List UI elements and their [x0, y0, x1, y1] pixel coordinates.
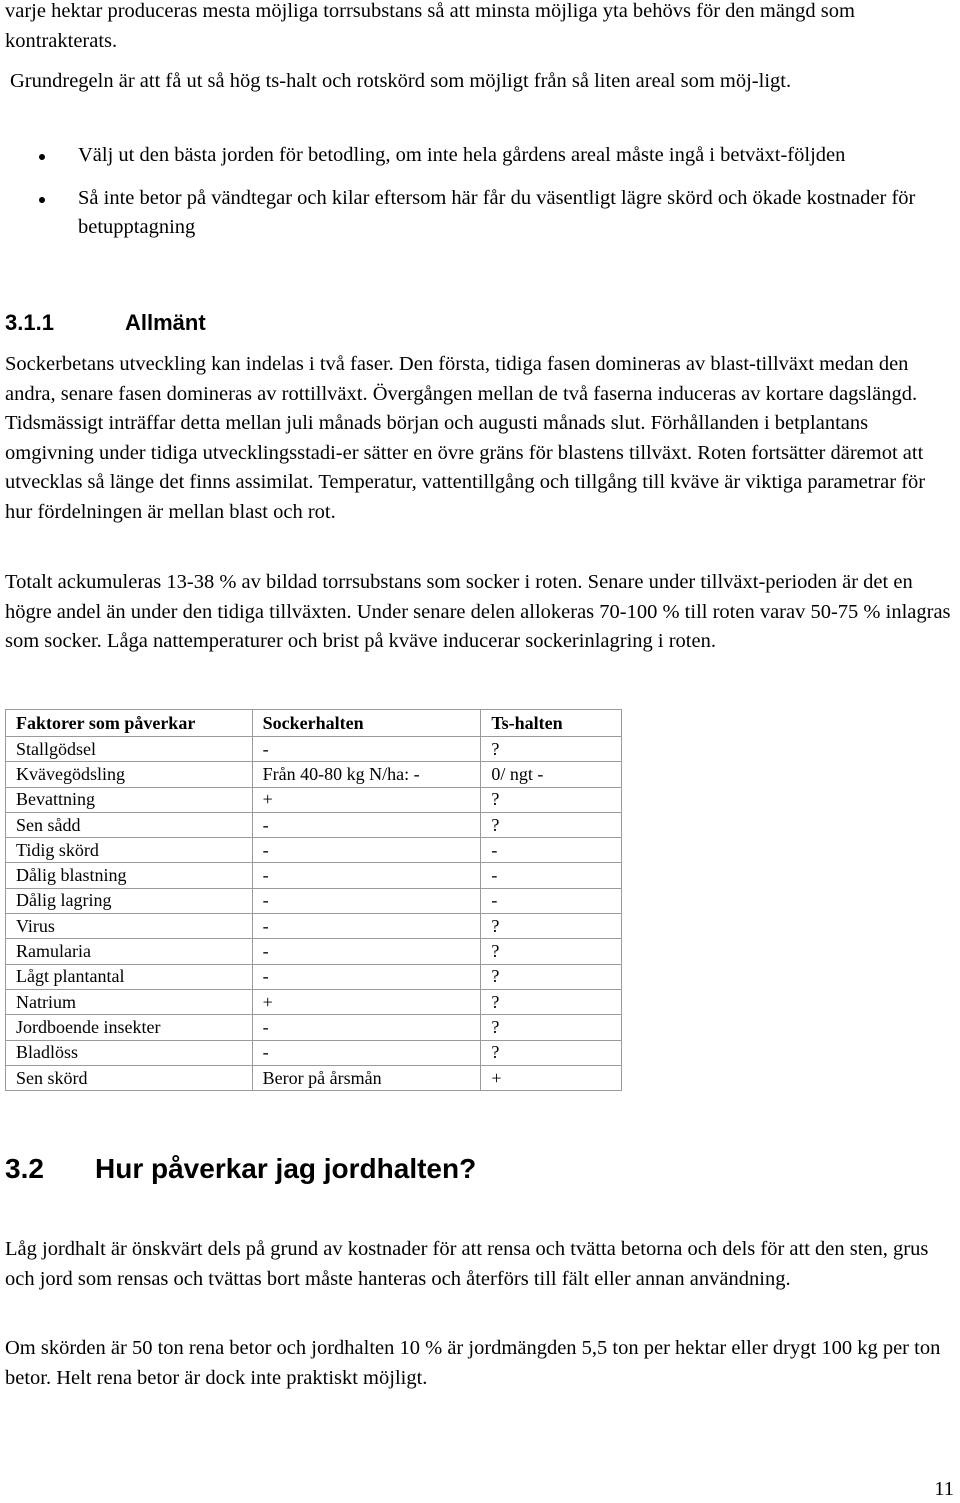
table-row — [6, 838, 622, 863]
rule-paragraph: Grundregeln är att få ut så hög ts-halt och rotskörd som möjligt från så liten areal som möj-ligt. — [10, 70, 792, 92]
bullet-text: Välj ut den bästa jorden för betodling, om inte hela gårdens areal måste ingå i betväxt-följden — [78, 144, 846, 166]
section-title: Allmänt — [125, 310, 206, 335]
table-cell: Lågt plantantal — [6, 964, 253, 989]
table-cell: - — [252, 1040, 481, 1065]
bullet-item — [5, 184, 953, 242]
table-cell: Tidig skörd — [6, 838, 253, 863]
table-row — [6, 914, 622, 939]
table-cell: Sen skörd — [6, 1065, 253, 1090]
section-heading-311 — [5, 308, 206, 338]
table-cell: - — [252, 838, 481, 863]
table-row — [6, 964, 622, 989]
table-cell: Beror på årsmån — [252, 1065, 481, 1090]
table-cell: ? — [481, 1040, 622, 1065]
table-row — [6, 1040, 622, 1065]
table-header-row — [6, 710, 622, 737]
table-cell: ? — [481, 939, 622, 964]
table-cell: Jordboende insekter — [6, 1015, 253, 1040]
factors-table — [5, 709, 622, 1091]
table-cell: Virus — [6, 914, 253, 939]
table-cell: ? — [481, 737, 622, 762]
table-cell: - — [252, 812, 481, 837]
table-row — [6, 1015, 622, 1040]
table-cell: Kvävegödsling — [6, 762, 253, 787]
table-cell: - — [252, 964, 481, 989]
intro-paragraph: varje hektar produceras mesta möjliga torrsubstans så att minsta möjliga yta behövs för den mängd som kontrakterats. — [5, 0, 855, 52]
column-header: Faktorer som påverkar — [6, 710, 253, 737]
table-row — [6, 863, 622, 888]
section-number: 3.2 — [5, 1153, 44, 1184]
table-cell: - — [252, 939, 481, 964]
accumulation-paragraph: Totalt ackumuleras 13-38 % av bildad torrsubstans som socker i roten. Senare under tillväxt-perioden är det en högre andel än under den tidiga tillväxten. Under senare delen allokeras 70-100 % till roten varav 50-75 % inlagras som socker. Låga nattemperaturer och brist på kväve inducerar sockerinlagring i roten. — [5, 571, 951, 652]
development-paragraph: Sockerbetans utveckling kan indelas i två faser. Den första, tidiga fasen domineras av blast-tillväxt medan den andra, senare fasen domineras av rottillväxt. Övergången mellan de två faserna induceras av kortare dagslängd. Tidsmässigt inträffar detta mellan juli månads början och augusti månads slut. Förhållanden i betplantans omgivning under tidiga utvecklingsstadi-er sätter en övre gräns för blastens tillväxt. Roten fortsätter däremot att utvecklas så länge det finns assimilat. Temperatur, vattentillgång och tillgång till kväve är viktiga parametrar för hur fördelningen är mellan blast och rot. — [5, 353, 926, 523]
bullet-list — [5, 141, 953, 242]
table-row — [6, 989, 622, 1014]
table-cell: ? — [481, 812, 622, 837]
bullet-item — [5, 141, 953, 170]
table-cell: ? — [481, 964, 622, 989]
table-row — [6, 812, 622, 837]
table-cell: Bevattning — [6, 787, 253, 812]
table-cell: Dålig lagring — [6, 888, 253, 913]
table-cell: + — [252, 787, 481, 812]
table-cell: Från 40-80 kg N/ha: - — [252, 762, 481, 787]
table-cell: ? — [481, 914, 622, 939]
bullet-dot-icon — [39, 154, 45, 160]
column-header: Ts-halten — [481, 710, 622, 737]
section-heading-32 — [5, 1151, 476, 1187]
soil-content-paragraph: Låg jordhalt är önskvärt dels på grund av kostnader för att rensa och tvätta betorna och dels för att den sten, grus och jord som rensas och tvättas bort måste hanteras och återförs till fält eller annan användning. — [5, 1238, 929, 1290]
table-cell: - — [252, 737, 481, 762]
table-cell: - — [481, 888, 622, 913]
table-cell: - — [252, 863, 481, 888]
table-cell: 0/ ngt - — [481, 762, 622, 787]
section-number: 3.1.1 — [5, 310, 54, 335]
table-row — [6, 1065, 622, 1090]
table-row — [6, 762, 622, 787]
page-number: 11 — [934, 1478, 954, 1500]
table-row — [6, 787, 622, 812]
table-cell: - — [252, 888, 481, 913]
table-cell: - — [252, 1015, 481, 1040]
table-cell: - — [252, 914, 481, 939]
table-cell: - — [481, 838, 622, 863]
table-cell: + — [252, 989, 481, 1014]
table-cell: ? — [481, 787, 622, 812]
section-title: Hur påverkar jag jordhalten? — [95, 1153, 477, 1184]
table-cell: Ramularia — [6, 939, 253, 964]
table-cell: ? — [481, 1015, 622, 1040]
table-row — [6, 737, 622, 762]
column-header: Sockerhalten — [252, 710, 481, 737]
table-cell: - — [481, 863, 622, 888]
bullet-dot-icon — [39, 197, 45, 203]
yield-example-paragraph: Om skörden är 50 ton rena betor och jordhalten 10 % är jordmängden 5,5 ton per hektar eller drygt 100 kg per ton betor. Helt rena betor är dock inte praktiskt möjligt. — [5, 1337, 941, 1389]
table-cell: + — [481, 1065, 622, 1090]
table-cell: Dålig blastning — [6, 863, 253, 888]
table-cell: ? — [481, 989, 622, 1014]
table-row — [6, 888, 622, 913]
table-cell: Bladlöss — [6, 1040, 253, 1065]
table-cell: Stallgödsel — [6, 737, 253, 762]
table-cell: Natrium — [6, 989, 253, 1014]
table-row — [6, 939, 622, 964]
bullet-text: Så inte betor på vändtegar och kilar eftersom här får du väsentligt lägre skörd och ökade kostnader för betupptagning — [78, 187, 916, 238]
table-cell: Sen sådd — [6, 812, 253, 837]
